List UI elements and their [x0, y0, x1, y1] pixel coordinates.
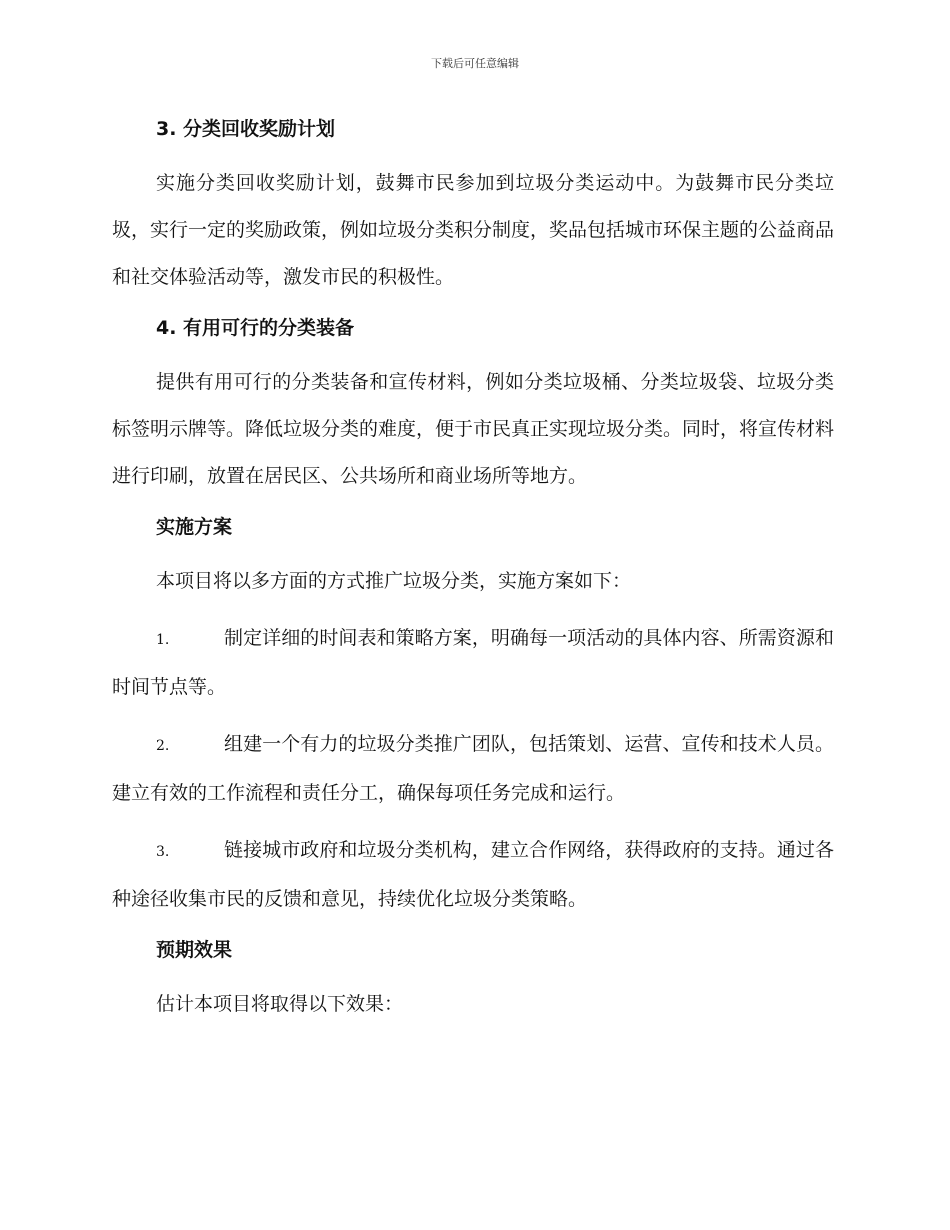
section-heading-equipment: 4. 有用可行的分类装备 [156, 317, 355, 339]
paragraph-implementation-intro: 本项目将以多方面的方式推广垃圾分类，实施方案如下： [156, 570, 632, 592]
list-item-number: 1. [156, 632, 170, 648]
list-item-text: 组建一个有力的垃圾分类推广团队，包括策划、运营、宣传和技术人员。建立有效的工作流程和责任分工，确保每项任务完成和运行。 [112, 733, 834, 804]
paragraph-reward-plan: 实施分类回收奖励计划，鼓舞市民参加到垃圾分类运动中。为鼓舞市民分类垃圾，实行一定的奖励政策，例如垃圾分类积分制度，奖品包括城市环保主题的公益商品和社交体验活动等，激发市民的积极性。 [112, 172, 835, 288]
paragraph-equipment: 提供有用可行的分类装备和宣传材料，例如分类垃圾桶、分类垃圾袋、垃圾分类标签明示牌等。降低垃圾分类的难度，便于市民真正实现垃圾分类。同时，将宣传材料进行印刷，放置在居民区、公共场所和商业场所等地方。 [112, 371, 835, 487]
list-item [112, 827, 834, 923]
page-header-note: 下载后可任意编辑 [431, 57, 519, 70]
section-heading-reward-plan: 3. 分类回收奖励计划 [156, 118, 336, 140]
document-body [112, 112, 834, 1028]
section-heading-implementation: 实施方案 [156, 516, 233, 538]
list-item-number: 3. [156, 844, 170, 860]
list-item [112, 721, 834, 817]
paragraph-expected-results-intro: 估计本项目将取得以下效果： [156, 993, 404, 1015]
list-item-number: 2. [156, 738, 170, 754]
list-item-text: 制定详细的时间表和策略方案，明确每一项活动的具体内容、所需资源和时间节点等。 [112, 627, 834, 698]
list-item [112, 615, 834, 711]
list-item-text: 链接城市政府和垃圾分类机构，建立合作网络，获得政府的支持。通过各种途径收集市民的反馈和意见，持续优化垃圾分类策略。 [112, 839, 834, 910]
section-heading-expected-results: 预期效果 [156, 939, 233, 961]
